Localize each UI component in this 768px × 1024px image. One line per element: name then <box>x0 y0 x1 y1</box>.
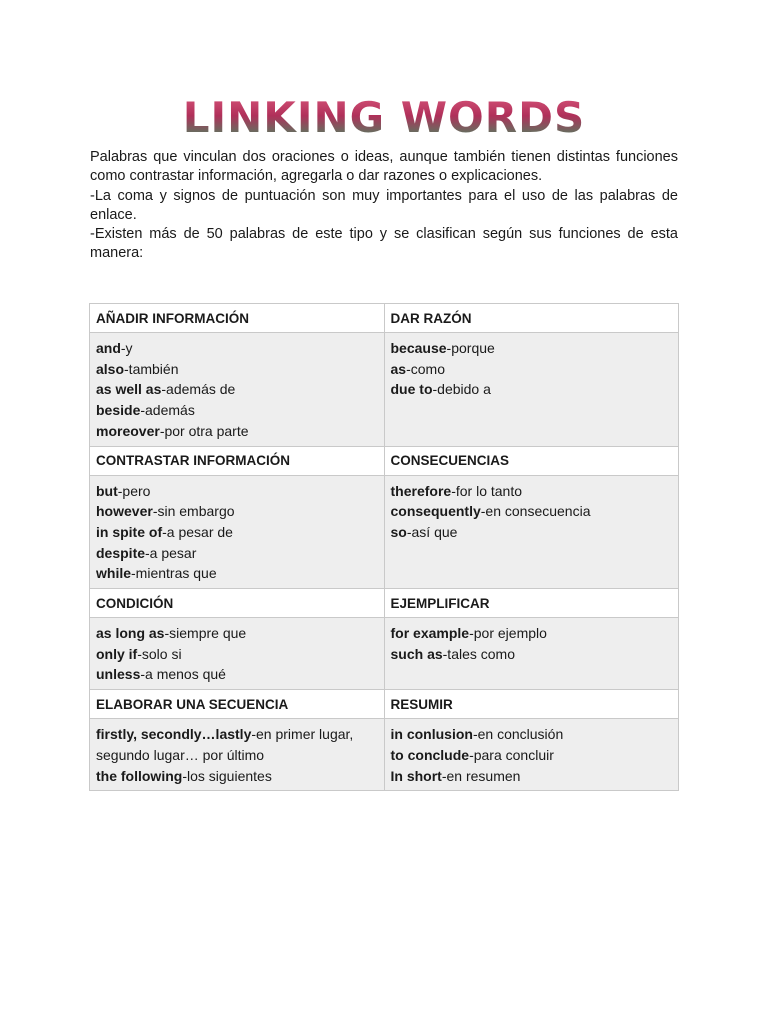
word-item <box>96 379 378 400</box>
english-term: so <box>390 523 407 540</box>
word-list <box>90 719 385 791</box>
spanish-translation: -y <box>120 340 133 356</box>
word-list <box>90 333 385 447</box>
english-term: firstly, secondly…lastly <box>96 726 252 743</box>
spanish-translation: -por otra parte <box>159 422 249 439</box>
english-term: moreover <box>96 422 160 439</box>
english-term: however <box>96 503 153 520</box>
spanish-translation: -en resumen <box>441 767 521 784</box>
word-list <box>384 618 679 690</box>
word-item <box>96 644 378 665</box>
word-item <box>391 623 673 644</box>
spanish-translation: -además <box>140 402 195 419</box>
english-term: because <box>390 340 447 356</box>
spanish-translation: -sin embargo <box>152 503 235 520</box>
english-term: consequently <box>390 503 481 520</box>
word-item <box>96 338 378 359</box>
table-header-row <box>90 690 679 719</box>
word-list <box>384 475 679 589</box>
english-term: beside <box>96 402 141 419</box>
english-term: as <box>390 360 407 377</box>
english-term: due to <box>390 381 433 398</box>
english-term: unless <box>96 666 141 683</box>
spanish-translation: -en primer lugar, segundo lugar… por último <box>96 726 354 763</box>
spanish-translation: -por ejemplo <box>469 625 547 642</box>
word-item <box>391 644 673 665</box>
section-header: CONTRASTAR INFORMACIÓN <box>90 446 385 475</box>
english-term: In short <box>390 767 442 784</box>
section-header: AÑADIR INFORMACIÓN <box>90 304 385 333</box>
intro-paragraph: Palabras que vinculan dos oraciones o ideas, aunque también tienen distintas funciones como contrastar información, agregarla o dar razones o explicaciones. <box>90 149 678 185</box>
word-item <box>96 766 378 787</box>
page-title: LINKING WORDS <box>0 94 768 142</box>
english-term: for example <box>390 625 470 642</box>
spanish-translation: -mientras que <box>131 565 217 582</box>
word-item <box>391 359 673 380</box>
english-term: only if <box>96 645 138 662</box>
intro-paragraph: -La coma y signos de puntuación son muy importantes para el uso de las palabras de enlace. <box>90 187 678 223</box>
word-item <box>96 724 378 765</box>
spanish-translation: -solo si <box>137 645 182 662</box>
english-term: in conlusion <box>390 726 473 743</box>
english-term: the following <box>96 767 183 784</box>
intro-text <box>90 148 678 264</box>
spanish-translation: -a pesar <box>145 544 197 561</box>
english-term: also <box>96 360 125 377</box>
section-header: DAR RAZÓN <box>384 304 679 333</box>
spanish-translation: -porque <box>446 340 495 356</box>
english-term: to conclude <box>390 746 470 763</box>
word-item <box>96 543 378 564</box>
word-item <box>391 766 673 787</box>
table-row <box>90 475 679 589</box>
table-row <box>90 333 679 447</box>
word-item <box>96 400 378 421</box>
word-item <box>391 481 673 502</box>
english-term: and <box>96 340 121 356</box>
section-header: RESUMIR <box>384 690 679 719</box>
spanish-translation: -a menos qué <box>140 666 226 683</box>
word-item <box>391 501 673 522</box>
word-item <box>391 338 673 359</box>
table-header-row <box>90 589 679 618</box>
english-term: despite <box>96 544 146 561</box>
word-list <box>90 618 385 690</box>
word-item <box>96 664 378 685</box>
spanish-translation: -tales como <box>442 645 515 662</box>
spanish-translation: -además de <box>161 381 236 398</box>
spanish-translation: -también <box>124 360 179 377</box>
word-item <box>391 379 673 400</box>
section-header: EJEMPLIFICAR <box>384 589 679 618</box>
english-term: in spite of <box>96 523 163 540</box>
word-list <box>90 475 385 589</box>
spanish-translation: -para concluir <box>469 746 554 763</box>
spanish-translation: -a pesar de <box>162 523 233 540</box>
word-item <box>96 421 378 442</box>
spanish-translation: -los siguientes <box>182 767 272 784</box>
section-header: CONSECUENCIAS <box>384 446 679 475</box>
section-header: ELABORAR UNA SECUENCIA <box>90 690 385 719</box>
table-row <box>90 618 679 690</box>
table-header-row <box>90 446 679 475</box>
section-header: CONDICIÓN <box>90 589 385 618</box>
word-item <box>391 745 673 766</box>
word-list <box>384 719 679 791</box>
word-item <box>96 359 378 380</box>
word-item <box>96 522 378 543</box>
english-term: while <box>96 565 132 582</box>
word-list <box>384 333 679 447</box>
spanish-translation: -así que <box>406 523 458 540</box>
spanish-translation: -siempre que <box>164 625 247 642</box>
spanish-translation: -como <box>406 360 445 377</box>
english-term: as long as <box>96 625 165 642</box>
spanish-translation: -for lo tanto <box>451 482 523 499</box>
word-item <box>391 724 673 745</box>
spanish-translation: -en consecuencia <box>480 503 591 520</box>
english-term: as well as <box>96 381 162 398</box>
word-item <box>391 522 673 543</box>
intro-paragraph: -Existen más de 50 palabras de este tipo y se clasifican según sus funciones de esta manera: <box>90 226 678 262</box>
english-term: therefore <box>390 482 452 499</box>
word-item <box>96 623 378 644</box>
word-item <box>96 501 378 522</box>
word-item <box>96 481 378 502</box>
spanish-translation: -debido a <box>432 381 491 398</box>
english-term: but <box>96 482 118 499</box>
spanish-translation: -en conclusión <box>472 726 564 743</box>
english-term: such as <box>390 645 443 662</box>
spanish-translation: -pero <box>117 482 151 499</box>
word-item <box>96 563 378 584</box>
linking-words-table <box>89 303 679 791</box>
table-row <box>90 719 679 791</box>
table-header-row <box>90 304 679 333</box>
